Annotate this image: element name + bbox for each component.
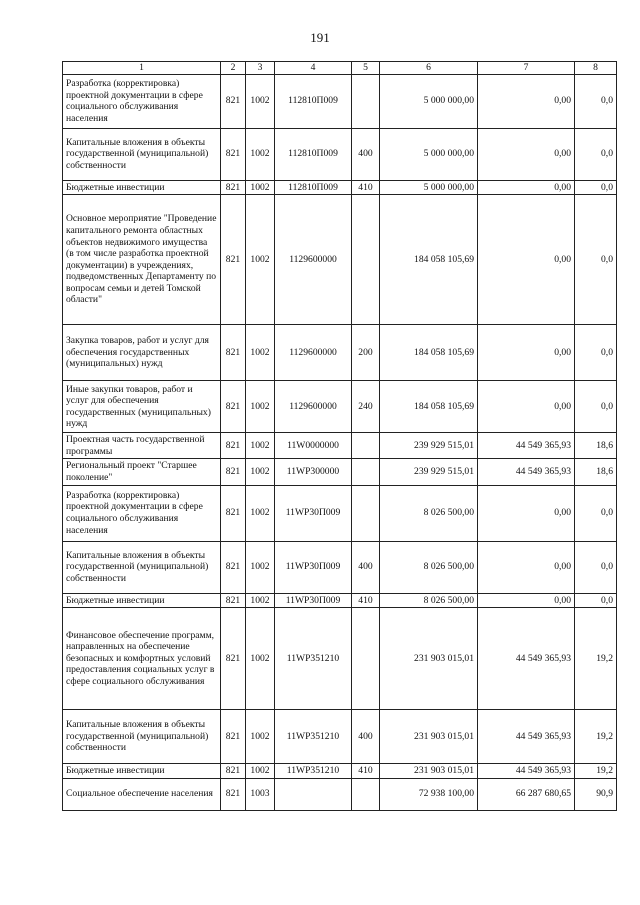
target-article-cell: 11WP300000 (275, 459, 352, 485)
table-row (63, 128, 617, 180)
table-row (63, 459, 617, 485)
plan-amount-cell: 184 058 105,69 (380, 381, 478, 433)
row-name-cell: Капитальные вложения в объекты государственной (муниципальной) собственности (63, 710, 221, 764)
plan-amount-cell: 5 000 000,00 (380, 128, 478, 180)
expense-type-cell: 410 (352, 593, 380, 608)
section-code-cell: 1002 (246, 128, 275, 180)
column-header: 6 (380, 62, 478, 75)
plan-amount-cell: 231 903 015,01 (380, 608, 478, 710)
plan-amount-cell: 239 929 515,01 (380, 459, 478, 485)
target-article-cell: 11WP351210 (275, 608, 352, 710)
ministry-code-cell: 821 (221, 608, 246, 710)
row-name-cell: Разработка (корректировка) проектной документации в сфере социального обслуживания населения (63, 74, 221, 128)
section-code-cell: 1002 (246, 541, 275, 593)
plan-amount-cell: 231 903 015,01 (380, 710, 478, 764)
target-article-cell: 112810П009 (275, 128, 352, 180)
section-code-cell: 1002 (246, 485, 275, 541)
expense-type-cell: 400 (352, 128, 380, 180)
expense-type-cell: 200 (352, 325, 380, 381)
expense-type-cell: 400 (352, 710, 380, 764)
percent-cell: 0,0 (575, 180, 617, 195)
expense-type-cell: 400 (352, 541, 380, 593)
column-header: 4 (275, 62, 352, 75)
executed-amount-cell: 44 549 365,93 (478, 608, 575, 710)
expense-type-cell (352, 195, 380, 325)
plan-amount-cell: 5 000 000,00 (380, 74, 478, 128)
table-row (63, 180, 617, 195)
plan-amount-cell: 8 026 500,00 (380, 593, 478, 608)
target-article-cell: 112810П009 (275, 74, 352, 128)
row-name-cell: Социальное обеспечение населения (63, 778, 221, 810)
row-name-cell: Бюджетные инвестиции (63, 764, 221, 779)
executed-amount-cell: 44 549 365,93 (478, 764, 575, 779)
executed-amount-cell: 0,00 (478, 325, 575, 381)
table-row (63, 485, 617, 541)
percent-cell: 0,0 (575, 485, 617, 541)
section-code-cell: 1002 (246, 764, 275, 779)
row-name-cell: Капитальные вложения в объекты государственной (муниципальной) собственности (63, 541, 221, 593)
expense-type-cell: 410 (352, 180, 380, 195)
table-row (63, 710, 617, 764)
table-row (63, 381, 617, 433)
expense-type-cell (352, 433, 380, 459)
plan-amount-cell: 231 903 015,01 (380, 764, 478, 779)
row-name-cell: Региональный проект "Старшее поколение" (63, 459, 221, 485)
column-header: 3 (246, 62, 275, 75)
executed-amount-cell: 44 549 365,93 (478, 710, 575, 764)
table-row (63, 195, 617, 325)
section-code-cell: 1003 (246, 778, 275, 810)
expense-type-cell (352, 778, 380, 810)
ministry-code-cell: 821 (221, 541, 246, 593)
column-header: 5 (352, 62, 380, 75)
ministry-code-cell: 821 (221, 485, 246, 541)
ministry-code-cell: 821 (221, 778, 246, 810)
section-code-cell: 1002 (246, 180, 275, 195)
percent-cell: 19,2 (575, 710, 617, 764)
percent-cell: 19,2 (575, 764, 617, 779)
table-row (63, 325, 617, 381)
budget-table (62, 61, 617, 811)
ministry-code-cell: 821 (221, 128, 246, 180)
target-article-cell: 11WP351210 (275, 764, 352, 779)
ministry-code-cell: 821 (221, 74, 246, 128)
target-article-cell: 11W0000000 (275, 433, 352, 459)
row-name-cell: Бюджетные инвестиции (63, 593, 221, 608)
percent-cell: 0,0 (575, 195, 617, 325)
row-name-cell: Разработка (корректировка) проектной документации в сфере социального обслуживания населения (63, 485, 221, 541)
plan-amount-cell: 184 058 105,69 (380, 195, 478, 325)
plan-amount-cell: 239 929 515,01 (380, 433, 478, 459)
table-row (63, 593, 617, 608)
executed-amount-cell: 44 549 365,93 (478, 459, 575, 485)
target-article-cell: 11WP30П009 (275, 593, 352, 608)
table-row (63, 764, 617, 779)
section-code-cell: 1002 (246, 325, 275, 381)
table-header-row (63, 62, 617, 75)
section-code-cell: 1002 (246, 74, 275, 128)
percent-cell: 0,0 (575, 74, 617, 128)
section-code-cell: 1002 (246, 195, 275, 325)
plan-amount-cell: 72 938 100,00 (380, 778, 478, 810)
target-article-cell: 1129600000 (275, 325, 352, 381)
ministry-code-cell: 821 (221, 433, 246, 459)
row-name-cell: Бюджетные инвестиции (63, 180, 221, 195)
percent-cell: 0,0 (575, 128, 617, 180)
executed-amount-cell: 0,00 (478, 180, 575, 195)
percent-cell: 18,6 (575, 459, 617, 485)
executed-amount-cell: 0,00 (478, 381, 575, 433)
ministry-code-cell: 821 (221, 381, 246, 433)
plan-amount-cell: 5 000 000,00 (380, 180, 478, 195)
row-name-cell: Финансовое обеспечение программ, направленных на обеспечение безопасных и комфортных условий предоставления социальных услуг в сфере социального обслуживания (63, 608, 221, 710)
ministry-code-cell: 821 (221, 459, 246, 485)
executed-amount-cell: 0,00 (478, 541, 575, 593)
ministry-code-cell: 821 (221, 593, 246, 608)
column-header: 1 (63, 62, 221, 75)
ministry-code-cell: 821 (221, 195, 246, 325)
section-code-cell: 1002 (246, 459, 275, 485)
table-row (63, 541, 617, 593)
table-row (63, 608, 617, 710)
page-number: 191 (310, 30, 330, 45)
plan-amount-cell: 184 058 105,69 (380, 325, 478, 381)
row-name-cell: Проектная часть государственной программы (63, 433, 221, 459)
plan-amount-cell: 8 026 500,00 (380, 485, 478, 541)
percent-cell: 90,9 (575, 778, 617, 810)
section-code-cell: 1002 (246, 710, 275, 764)
target-article-cell: 11WP30П009 (275, 485, 352, 541)
row-name-cell: Закупка товаров, работ и услуг для обеспечения государственных (муниципальных) нужд (63, 325, 221, 381)
expense-type-cell (352, 74, 380, 128)
section-code-cell: 1002 (246, 433, 275, 459)
executed-amount-cell: 0,00 (478, 485, 575, 541)
row-name-cell: Иные закупки товаров, работ и услуг для обеспечения государственных (муниципальных) нужд (63, 381, 221, 433)
target-article-cell: 11WP30П009 (275, 541, 352, 593)
executed-amount-cell: 0,00 (478, 593, 575, 608)
ministry-code-cell: 821 (221, 764, 246, 779)
executed-amount-cell: 66 287 680,65 (478, 778, 575, 810)
executed-amount-cell: 0,00 (478, 195, 575, 325)
table-body (63, 74, 617, 810)
percent-cell: 18,6 (575, 433, 617, 459)
section-code-cell: 1002 (246, 381, 275, 433)
percent-cell: 0,0 (575, 381, 617, 433)
table-row (63, 778, 617, 810)
row-name-cell: Основное мероприятие "Проведение капитального ремонта областных объектов недвижимого имущества (в том числе разработка проектной документации) в учреждениях, подведомственных Департаменту по вопросам семьи и детей Томской области" (63, 195, 221, 325)
target-article-cell: 11WP351210 (275, 710, 352, 764)
table-row (63, 433, 617, 459)
plan-amount-cell: 8 026 500,00 (380, 541, 478, 593)
expense-type-cell: 410 (352, 764, 380, 779)
expense-type-cell (352, 608, 380, 710)
expense-type-cell (352, 459, 380, 485)
row-name-cell: Капитальные вложения в объекты государственной (муниципальной) собственности (63, 128, 221, 180)
target-article-cell (275, 778, 352, 810)
section-code-cell: 1002 (246, 593, 275, 608)
expense-type-cell (352, 485, 380, 541)
executed-amount-cell: 0,00 (478, 74, 575, 128)
section-code-cell: 1002 (246, 608, 275, 710)
table-row (63, 74, 617, 128)
percent-cell: 0,0 (575, 541, 617, 593)
column-header: 2 (221, 62, 246, 75)
percent-cell: 0,0 (575, 593, 617, 608)
ministry-code-cell: 821 (221, 325, 246, 381)
target-article-cell: 1129600000 (275, 381, 352, 433)
expense-type-cell: 240 (352, 381, 380, 433)
column-header: 7 (478, 62, 575, 75)
percent-cell: 0,0 (575, 325, 617, 381)
executed-amount-cell: 44 549 365,93 (478, 433, 575, 459)
percent-cell: 19,2 (575, 608, 617, 710)
target-article-cell: 112810П009 (275, 180, 352, 195)
column-header: 8 (575, 62, 617, 75)
target-article-cell: 1129600000 (275, 195, 352, 325)
ministry-code-cell: 821 (221, 180, 246, 195)
ministry-code-cell: 821 (221, 710, 246, 764)
executed-amount-cell: 0,00 (478, 128, 575, 180)
